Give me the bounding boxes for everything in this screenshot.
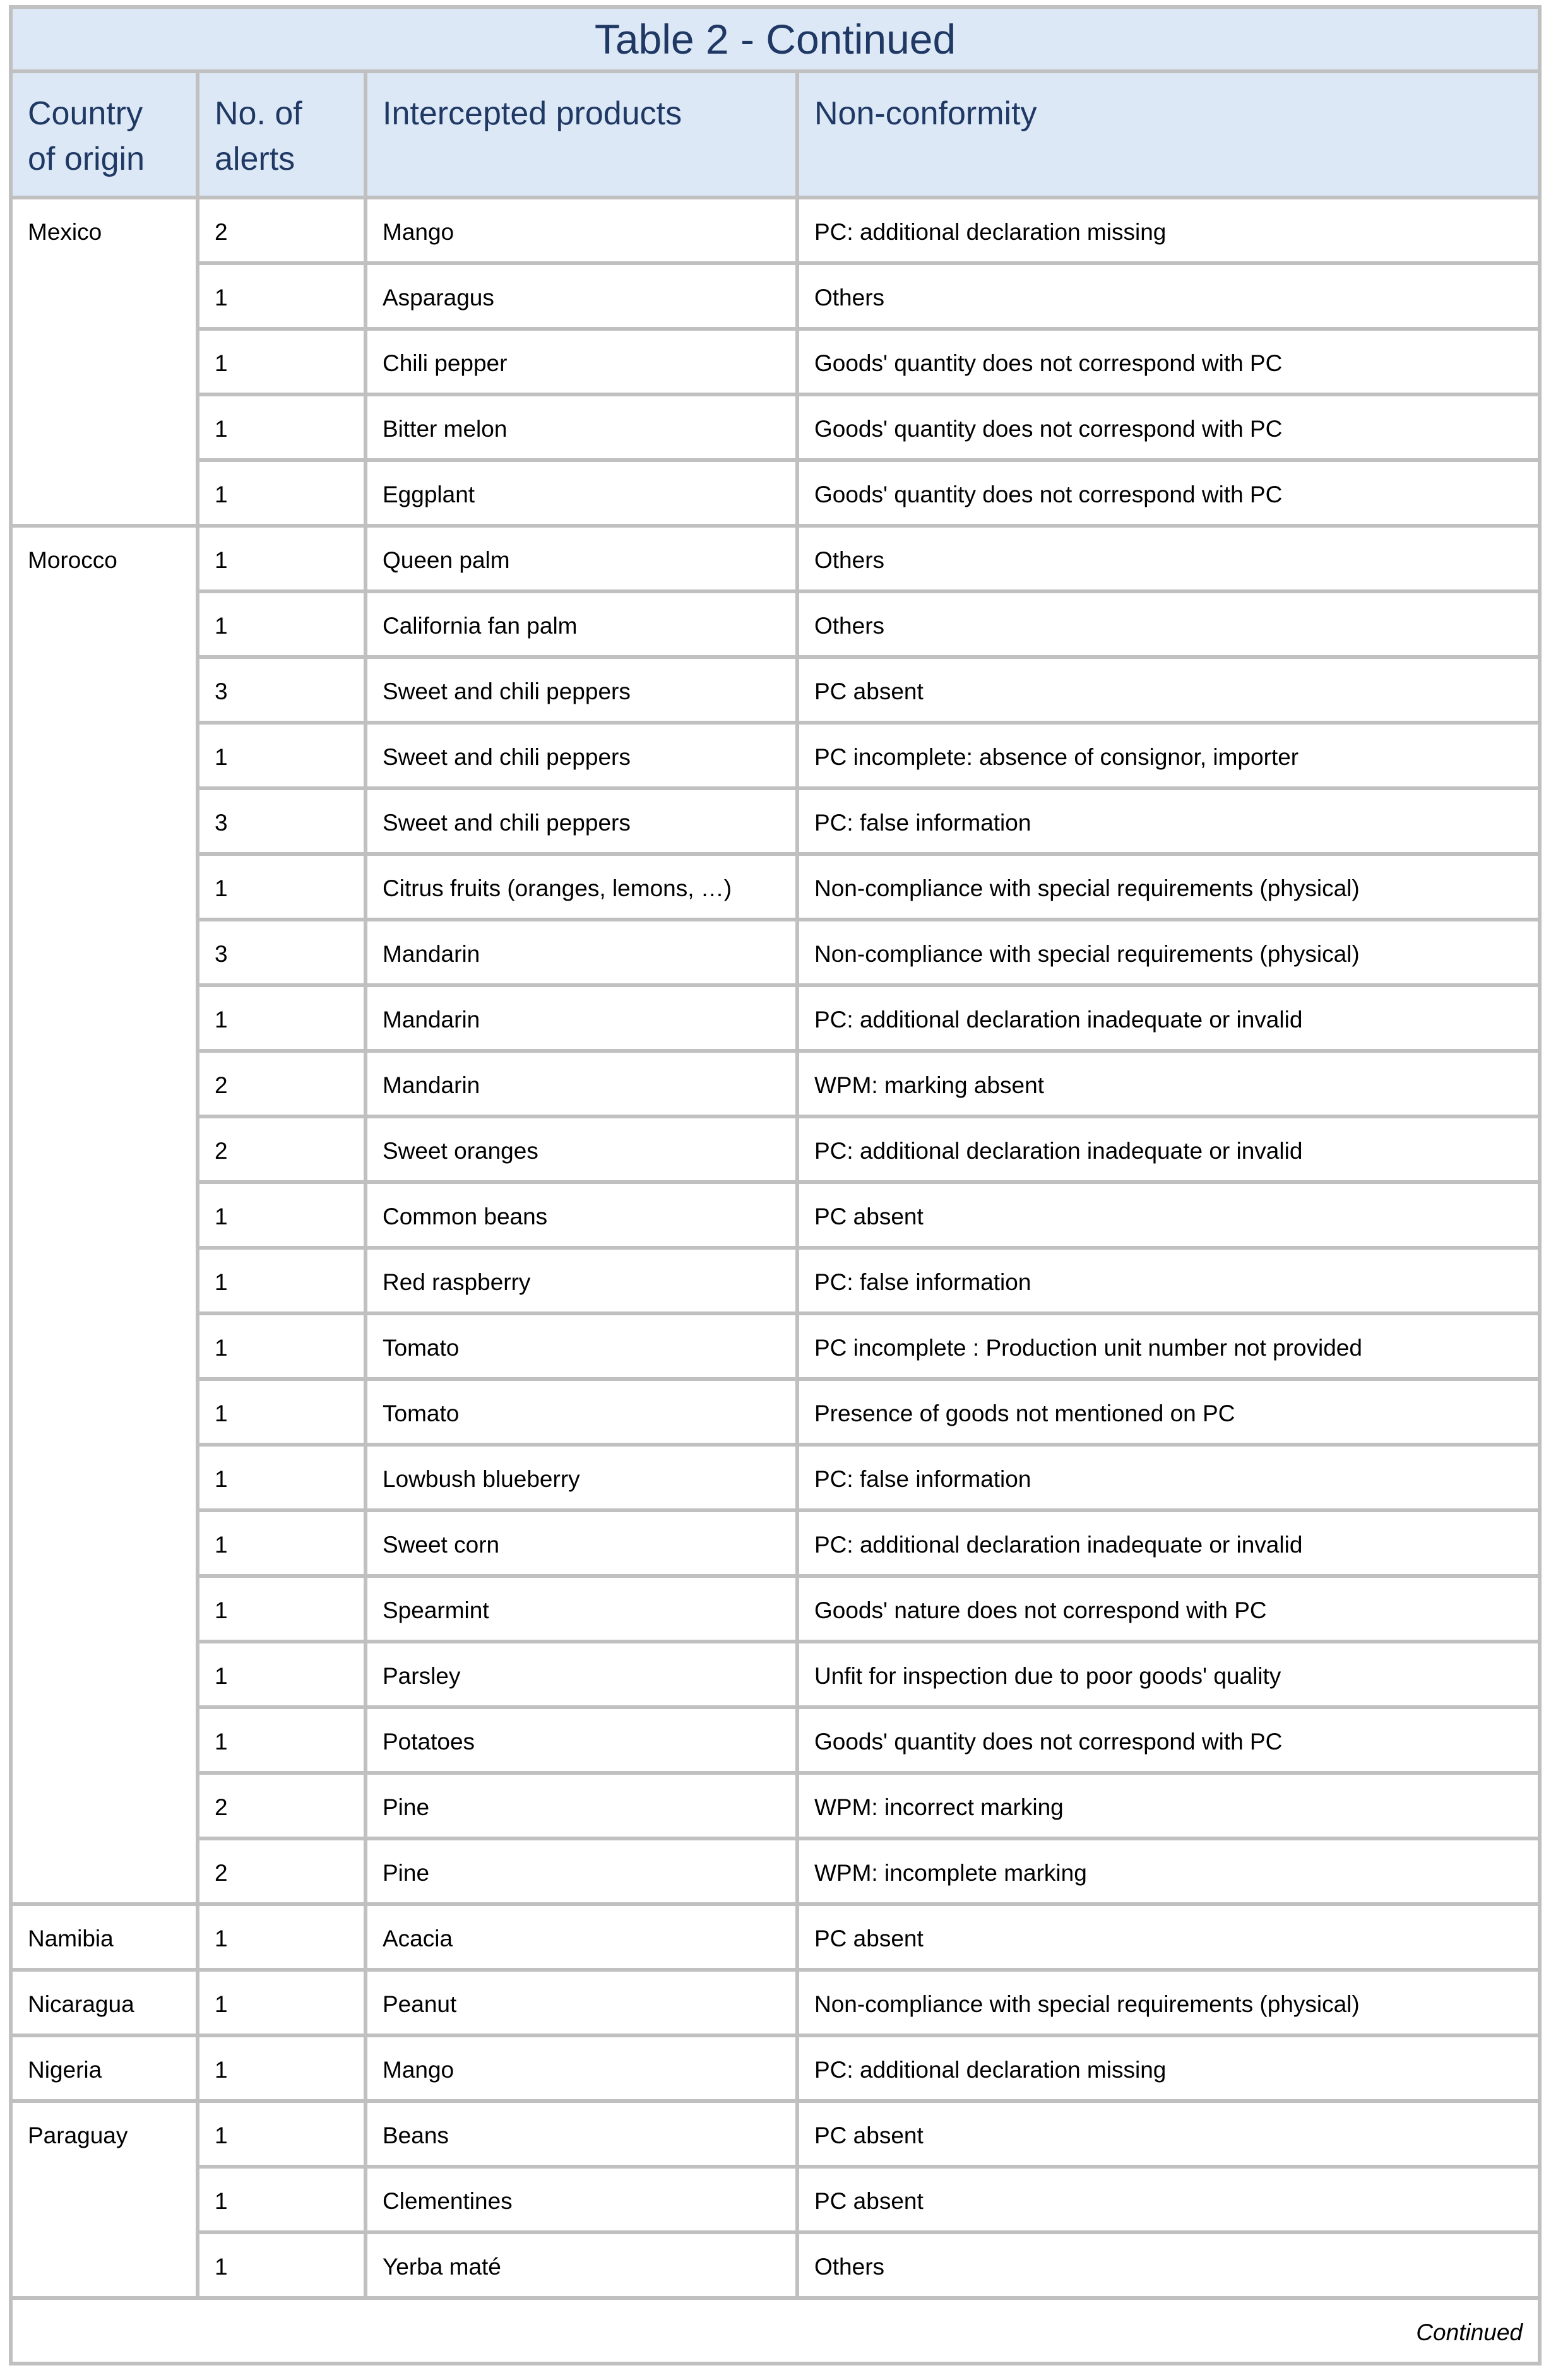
product-cell: Mango	[365, 2035, 797, 2101]
table-row	[11, 2035, 1540, 2101]
country-cell: Mexico	[11, 198, 198, 526]
alerts-cell: 1	[198, 1313, 365, 1379]
country-cell: Morocco	[11, 526, 198, 1904]
nonconformity-cell: PC: false information	[797, 1248, 1540, 1313]
product-cell: Queen palm	[365, 526, 797, 591]
alerts-cell: 1	[198, 394, 365, 460]
alerts-cell: 1	[198, 1576, 365, 1642]
continued-label: Continued	[1416, 2319, 1523, 2345]
product-cell: California fan palm	[365, 591, 797, 657]
table-row	[11, 1182, 1540, 1248]
nonconformity-cell: PC incomplete : Production unit number not provided	[797, 1313, 1540, 1379]
table-row	[11, 723, 1540, 788]
alerts-cell: 1	[198, 1510, 365, 1576]
alerts-cell: 1	[198, 1970, 365, 2035]
alerts-table	[9, 5, 1542, 2365]
product-cell: Lowbush blueberry	[365, 1445, 797, 1510]
table-row	[11, 263, 1540, 329]
product-cell: Asparagus	[365, 263, 797, 329]
alerts-cell: 2	[198, 1838, 365, 1904]
product-cell: Sweet and chili peppers	[365, 788, 797, 854]
nonconformity-cell: PC absent	[797, 657, 1540, 723]
header-row	[11, 71, 1540, 198]
product-cell: Beans	[365, 2101, 797, 2167]
nonconformity-cell: PC absent	[797, 1182, 1540, 1248]
table-row	[11, 1248, 1540, 1313]
alerts-cell: 2	[198, 1116, 365, 1182]
product-cell: Citrus fruits (oranges, lemons, …)	[365, 854, 797, 920]
nonconformity-cell: PC absent	[797, 2101, 1540, 2167]
nonconformity-cell: Others	[797, 526, 1540, 591]
table-title: Table 2 - Continued	[11, 7, 1540, 71]
nonconformity-cell: PC: false information	[797, 788, 1540, 854]
table-row	[11, 1707, 1540, 1773]
table-row	[11, 657, 1540, 723]
table-row	[11, 1838, 1540, 1904]
product-cell: Mandarin	[365, 985, 797, 1051]
country-cell: Paraguay	[11, 2101, 198, 2298]
nonconformity-cell: PC: false information	[797, 1445, 1540, 1510]
product-cell: Sweet oranges	[365, 1116, 797, 1182]
country-cell: Nicaragua	[11, 1970, 198, 2035]
table-row	[11, 591, 1540, 657]
nonconformity-cell: Others	[797, 263, 1540, 329]
alerts-cell: 3	[198, 657, 365, 723]
table-row	[11, 329, 1540, 394]
nonconformity-cell: Goods' quantity does not correspond with PC	[797, 329, 1540, 394]
country-cell: Namibia	[11, 1904, 198, 1970]
product-cell: Peanut	[365, 1970, 797, 2035]
table-row	[11, 526, 1540, 591]
table-row	[11, 2232, 1540, 2298]
header-products: Intercepted products	[365, 71, 797, 198]
table-row	[11, 1051, 1540, 1116]
alerts-cell: 1	[198, 591, 365, 657]
nonconformity-cell: PC: additional declaration inadequate or invalid	[797, 1116, 1540, 1182]
product-cell: Sweet and chili peppers	[365, 657, 797, 723]
alerts-cell: 3	[198, 788, 365, 854]
alerts-cell: 1	[198, 2035, 365, 2101]
alerts-cell: 1	[198, 1904, 365, 1970]
table-row	[11, 1379, 1540, 1445]
table-row	[11, 1313, 1540, 1379]
alerts-cell: 1	[198, 1182, 365, 1248]
nonconformity-cell: PC absent	[797, 2167, 1540, 2232]
alerts-cell: 1	[198, 2167, 365, 2232]
nonconformity-cell: Unfit for inspection due to poor goods' quality	[797, 1642, 1540, 1707]
table-row	[11, 198, 1540, 263]
table-body	[11, 198, 1540, 2298]
table-row	[11, 394, 1540, 460]
product-cell: Parsley	[365, 1642, 797, 1707]
header-country: Country of origin	[11, 71, 198, 198]
alerts-cell: 1	[198, 329, 365, 394]
table-row	[11, 1642, 1540, 1707]
nonconformity-cell: PC incomplete: absence of consignor, importer	[797, 723, 1540, 788]
nonconformity-cell: WPM: incomplete marking	[797, 1838, 1540, 1904]
alerts-cell: 3	[198, 920, 365, 985]
nonconformity-cell: PC: additional declaration inadequate or invalid	[797, 985, 1540, 1051]
alerts-cell: 2	[198, 1773, 365, 1838]
product-cell: Sweet corn	[365, 1510, 797, 1576]
alerts-cell: 1	[198, 1379, 365, 1445]
alerts-cell: 2	[198, 1051, 365, 1116]
nonconformity-cell: Non-compliance with special requirements (physical)	[797, 920, 1540, 985]
product-cell: Red raspberry	[365, 1248, 797, 1313]
nonconformity-cell: WPM: marking absent	[797, 1051, 1540, 1116]
alerts-cell: 1	[198, 985, 365, 1051]
table-row	[11, 920, 1540, 985]
product-cell: Acacia	[365, 1904, 797, 1970]
product-cell: Sweet and chili peppers	[365, 723, 797, 788]
table-row	[11, 1116, 1540, 1182]
product-cell: Mango	[365, 198, 797, 263]
footer-cell	[11, 2298, 1540, 2364]
footer-row	[11, 2298, 1540, 2364]
alerts-cell: 1	[198, 1707, 365, 1773]
nonconformity-cell: PC: additional declaration missing	[797, 198, 1540, 263]
nonconformity-cell: Goods' quantity does not correspond with PC	[797, 460, 1540, 526]
alerts-cell: 1	[198, 1445, 365, 1510]
nonconformity-cell: WPM: incorrect marking	[797, 1773, 1540, 1838]
header-alerts: No. of alerts	[198, 71, 365, 198]
nonconformity-cell: PC absent	[797, 1904, 1540, 1970]
table-row	[11, 1576, 1540, 1642]
table-row	[11, 854, 1540, 920]
table-row	[11, 1970, 1540, 2035]
product-cell: Bitter melon	[365, 394, 797, 460]
product-cell: Pine	[365, 1838, 797, 1904]
product-cell: Pine	[365, 1773, 797, 1838]
table-row	[11, 1904, 1540, 1970]
nonconformity-cell: PC: additional declaration inadequate or invalid	[797, 1510, 1540, 1576]
table-row	[11, 460, 1540, 526]
header-nonconformity: Non-conformity	[797, 71, 1540, 198]
table-row	[11, 2101, 1540, 2167]
table-row	[11, 985, 1540, 1051]
alerts-cell: 1	[198, 1642, 365, 1707]
product-cell: Tomato	[365, 1313, 797, 1379]
nonconformity-cell: Others	[797, 591, 1540, 657]
alerts-cell: 1	[198, 263, 365, 329]
alerts-cell: 1	[198, 723, 365, 788]
alerts-cell: 1	[198, 2232, 365, 2298]
country-cell: Nigeria	[11, 2035, 198, 2101]
nonconformity-cell: Goods' quantity does not correspond with PC	[797, 394, 1540, 460]
product-cell: Mandarin	[365, 1051, 797, 1116]
product-cell: Eggplant	[365, 460, 797, 526]
alerts-cell: 1	[198, 1248, 365, 1313]
table-row	[11, 2167, 1540, 2232]
product-cell: Tomato	[365, 1379, 797, 1445]
product-cell: Clementines	[365, 2167, 797, 2232]
nonconformity-cell: PC: additional declaration missing	[797, 2035, 1540, 2101]
nonconformity-cell: Goods' nature does not correspond with PC	[797, 1576, 1540, 1642]
nonconformity-cell: Non-compliance with special requirements (physical)	[797, 1970, 1540, 2035]
product-cell: Potatoes	[365, 1707, 797, 1773]
product-cell: Chili pepper	[365, 329, 797, 394]
nonconformity-cell: Goods' quantity does not correspond with PC	[797, 1707, 1540, 1773]
nonconformity-cell: Presence of goods not mentioned on PC	[797, 1379, 1540, 1445]
alerts-cell: 1	[198, 854, 365, 920]
product-cell: Spearmint	[365, 1576, 797, 1642]
table-row	[11, 1510, 1540, 1576]
alerts-cell: 2	[198, 198, 365, 263]
alerts-cell: 1	[198, 526, 365, 591]
product-cell: Mandarin	[365, 920, 797, 985]
nonconformity-cell: Others	[797, 2232, 1540, 2298]
table-row	[11, 788, 1540, 854]
table-row	[11, 1773, 1540, 1838]
alerts-cell: 1	[198, 460, 365, 526]
table-row	[11, 1445, 1540, 1510]
nonconformity-cell: Non-compliance with special requirements (physical)	[797, 854, 1540, 920]
product-cell: Common beans	[365, 1182, 797, 1248]
alerts-cell: 1	[198, 2101, 365, 2167]
product-cell: Yerba maté	[365, 2232, 797, 2298]
